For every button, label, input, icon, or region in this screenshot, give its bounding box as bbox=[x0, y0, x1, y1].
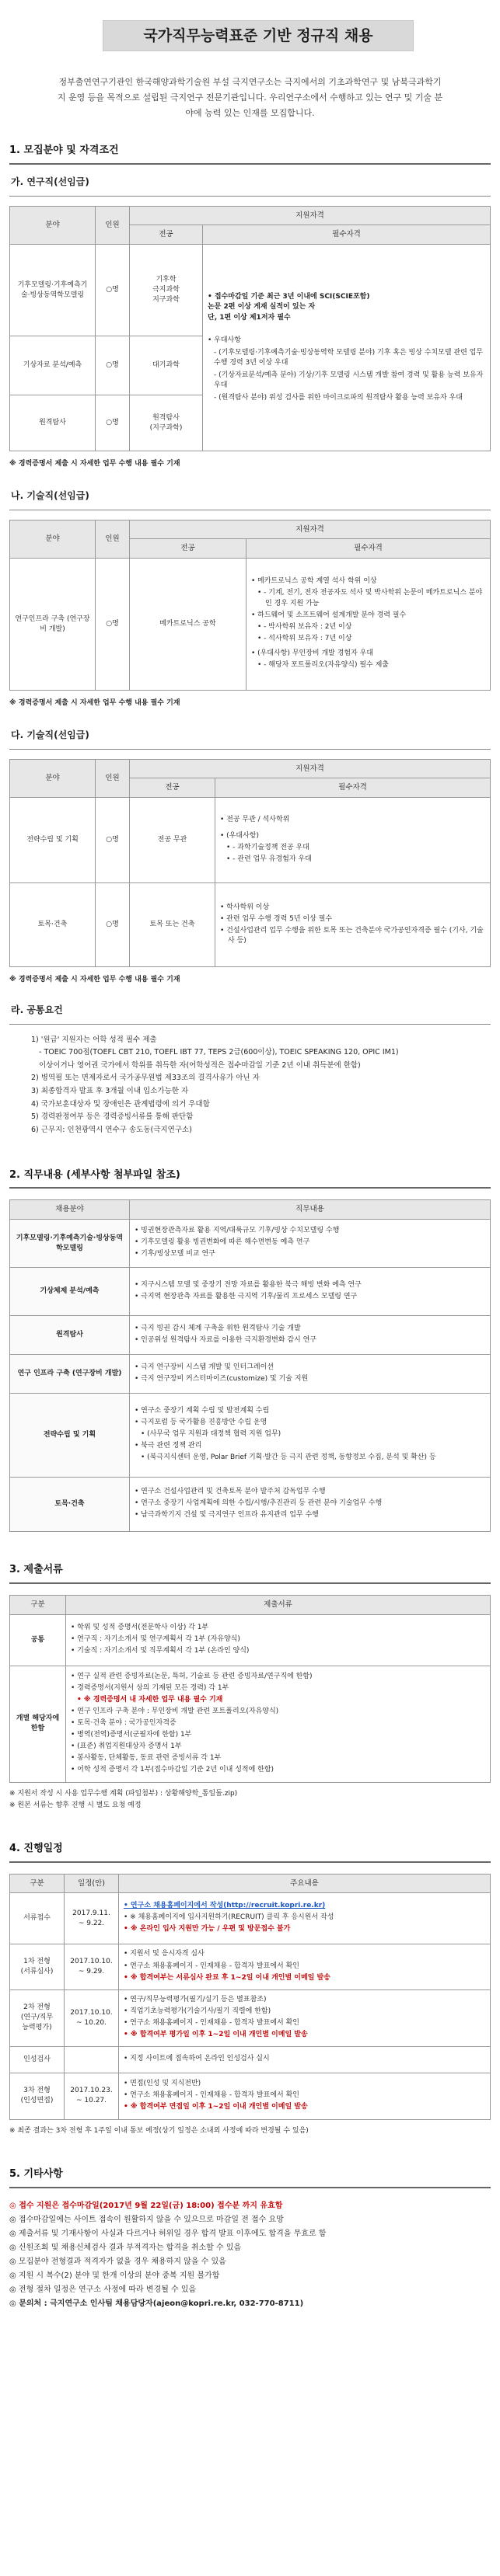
contact-line[interactable]: ◎ 문의처 : 극지연구소 인사팀 채용담당자(ajeon@kopri.re.kr, 032-770-8711) bbox=[9, 2299, 304, 2308]
sub-divider bbox=[9, 1024, 491, 1025]
count-cell: ○명 bbox=[96, 395, 130, 451]
stage-line: • ※ 채용홈페이지에 입사지원하기(RECRUIT) 클릭 후 응시원서 작성 bbox=[124, 1913, 485, 1923]
common-line: 이상이거나 영어권 국가에서 학위를 취득한 자(어학성적은 접수마감일 기준 2년 이내 취득분에 한함) bbox=[39, 1060, 361, 1070]
stage-date: 2017.10.10. ~ 9.29. bbox=[65, 1944, 119, 1989]
req-line: • 하드웨어 및 소프트웨어 설계개발 분야 경력 필수 bbox=[251, 611, 485, 621]
req-line: • 메카트로닉스 공학 계열 석사 학위 이상 bbox=[251, 576, 485, 587]
recruit-site-link[interactable]: • 연구소 채용홈페이지에서 작성(http://recruit.kopri.re.kr) bbox=[124, 1901, 485, 1911]
common-line: 2) 병역필 또는 면제자로서 국가공무원법 제33조의 결격사유가 아닌 자 bbox=[31, 1074, 260, 1083]
pref-line: - (기후모델링·기후예측기술·빙상동역학 모델링 분야) 기후 혹은 빙상 수치모델 관련 업무 수행 경력 3년 이상 우대 bbox=[214, 348, 484, 367]
section-divider bbox=[9, 1582, 491, 1584]
col-count: 인원 bbox=[96, 759, 130, 798]
duty-line: • 빙권현장관측자료 활용 지역/대륙규모 기후/빙상 수치모델링 수행 bbox=[135, 1226, 485, 1236]
intro-text: 정부출연연구기관인 한국해양과학기술원 부설 극지연구소는 극지에서의 기초과학연구 및 남북극과학기지 운영 등을 목적으로 설립된 극지연구 전문기관입니다. 우리연구소에서 수행하고 있는 연구 및 기술 분야에 능력 있는 인재를 모집합니다. bbox=[57, 77, 443, 118]
note: ※ 지원서 작성 시 사용 업무수행 계획 (파일첨부) : 상황해양학_통일돌.zip) bbox=[9, 1789, 238, 1798]
section-divider bbox=[9, 2187, 491, 2188]
stage-name: 인성검사 bbox=[10, 2046, 65, 2073]
stage-line: • 연구소 채용홈페이지 - 인재채용 - 합격자 발표에서 확인 bbox=[124, 2090, 485, 2101]
duty-line: • 기후모델링 활용 빙권변화에 따른 해수면변동 예측 연구 bbox=[135, 1238, 485, 1248]
col-must: 필수자격 bbox=[215, 778, 491, 798]
doc-line: • 학위 및 성적 증명서(전문학사 이상) 각 1부 bbox=[71, 1623, 485, 1633]
duty-desc bbox=[130, 1478, 491, 1532]
notice-line: ◎ 모집분야 전형결과 적격자가 없을 경우 채용하지 않을 수 있음 bbox=[9, 2257, 226, 2266]
note: ※ 원본 서류는 향후 진행 시 별도 요청 예정 bbox=[9, 1801, 142, 1809]
duty-line: • 연구소 중장기 사업계획에 의한 수립/시행/추진관리 등 관련 분야 기술업무 수행 bbox=[135, 1499, 485, 1509]
common-line: 3) 최종합격자 발표 후 3개월 이내 입소가능한 자 bbox=[31, 1087, 189, 1096]
tech-position-table bbox=[9, 520, 491, 691]
req-line: • (우대사항) bbox=[220, 831, 485, 841]
col-qual: 지원자격 bbox=[130, 520, 491, 539]
major-cell: 전공 무관 bbox=[130, 798, 215, 883]
duty-desc bbox=[130, 1220, 491, 1268]
col-qual: 지원자격 bbox=[130, 206, 491, 225]
stage-line: • ※ 합격여부는 서류심사 완료 후 1~2일 이내 개인별 이메일 발송 bbox=[124, 1973, 485, 1983]
col-kind: 구분 bbox=[10, 1874, 65, 1893]
duty-desc bbox=[130, 1268, 491, 1316]
subsection-tech2-heading: 다. 기술직(선임급) bbox=[11, 729, 89, 741]
notice-line: ◎ 지원 시 복수(2) 분야 및 한개 이상의 분야 중복 지원 불가함 bbox=[9, 2271, 220, 2280]
doc-line: • 연구 인프라 구축 분야 : 무인장비 개발 관련 포트폴리오(자유양식) bbox=[71, 1707, 485, 1717]
duty-field: 연구 인프라 구축 (연구장비 개발) bbox=[10, 1355, 130, 1394]
pref-title: • 우대사항 bbox=[208, 336, 241, 344]
notice-line: ◎ 신원조회 및 채용신체검사 결과 부적격자는 합격을 취소할 수 있음 bbox=[9, 2243, 242, 2252]
doc-line: • 어학 성적 증명서 각 1부(접수마감일 기준 2년 이내 성적에 한함) bbox=[71, 1765, 485, 1775]
field-cell: 기후모델링·기후예측기술·빙상동역학모델링 bbox=[10, 245, 96, 336]
duty-field: 토목·건축 bbox=[10, 1478, 130, 1532]
common-line: 4) 국가보훈대상자 및 장애인은 관계법령에 의거 우대함 bbox=[31, 1099, 210, 1109]
notice-line: ◎ 전형 절차 일정은 연구소 사정에 따라 변경될 수 있음 bbox=[9, 2285, 197, 2294]
stage-content bbox=[119, 2046, 491, 2073]
subsection-common-heading: 라. 공통요건 bbox=[11, 1004, 63, 1016]
duty-field: 원격탐사 bbox=[10, 1316, 130, 1355]
req-line: • 전공 무관 / 석사학위 bbox=[220, 815, 485, 825]
req-line: • 학사학위 이상 bbox=[220, 903, 485, 913]
major-cell: 메카트로닉스 공학 bbox=[130, 559, 247, 691]
section-1-heading: 1. 모집분야 및 자격조건 bbox=[9, 144, 119, 157]
doc-list bbox=[66, 1666, 491, 1782]
stage-date: 2017.10.23. ~ 10.27. bbox=[65, 2073, 119, 2119]
stage-line: • 면접(인성 및 지식전반) bbox=[124, 2079, 485, 2089]
col-kind: 구분 bbox=[10, 1595, 66, 1614]
col-field: 분야 bbox=[10, 206, 96, 245]
req-line: 단, 1편 이상 제1저자 필수 bbox=[208, 313, 291, 322]
req-line: • - 박사학위 보유자 : 2년 이상 bbox=[251, 622, 485, 632]
note: ※ 경력증명서 제출 시 자세한 업무 수행 내용 필수 기재 bbox=[9, 460, 180, 468]
duty-line: • 극지역 현장관측 자료를 활용한 극지역 기후/물리 프로세스 모델링 연구 bbox=[135, 1292, 485, 1302]
col-field: 분야 bbox=[10, 759, 96, 798]
section-4-heading: 4. 진행일정 bbox=[9, 1842, 63, 1854]
stage-line: • 직업기초능력평가(기술기사/필기 직렬에 한함) bbox=[124, 2007, 485, 2017]
doc-line: • ※ 경력증명서 내 자세한 업무 내용 필수 기재 bbox=[71, 1695, 485, 1705]
duty-line: • 지구시스템 모델 및 중장기 전망 자료를 활용한 북극 해빙 변화 예측 연구 bbox=[135, 1280, 485, 1290]
requirement-cell bbox=[215, 883, 491, 967]
req-line: • - 관련 업무 유경험자 우대 bbox=[220, 855, 485, 865]
stage-content bbox=[119, 1893, 491, 1944]
sub-divider bbox=[9, 749, 491, 750]
stage-date bbox=[65, 2046, 119, 2073]
count-cell: ○명 bbox=[96, 336, 130, 395]
doc-line: • 경력증명서(지원서 상의 기재된 모든 경력) 각 1부 bbox=[71, 1683, 485, 1694]
stage-name: 2차 전형 (연구/직무 능력평가) bbox=[10, 1989, 65, 2046]
note: ※ 최종 결과는 3차 전형 후 1주일 이내 통보 예정(상기 일정은 소내외 사정에 따라 변경될 수 있음) bbox=[9, 2126, 309, 2135]
field-cell: 전략수립 및 기획 bbox=[10, 798, 96, 883]
field-cell: 연구인프라 구축 (연구장비 개발) bbox=[10, 559, 96, 691]
col-field: 채용분야 bbox=[10, 1200, 130, 1220]
section-divider bbox=[9, 163, 491, 165]
duty-line: • (북극지식센터 운영, Polar Brief 기획·발간 등 극지 관련 정책, 동향정보 수집, 분석 및 확산) 등 bbox=[135, 1453, 485, 1463]
col-count: 인원 bbox=[96, 206, 130, 245]
duty-line: • 북극 관련 정책 관리 bbox=[135, 1441, 485, 1451]
count-cell: ○명 bbox=[96, 245, 130, 336]
duty-line: • 극지 빙권 감시 체계 구축을 위한 원격탐사 기술 개발 bbox=[135, 1324, 485, 1334]
page-title: 국가직무능력표준 기반 정규직 채용 bbox=[103, 20, 414, 51]
col-major: 전공 bbox=[130, 539, 247, 559]
col-qual: 지원자격 bbox=[130, 759, 491, 778]
common-requirements bbox=[31, 1034, 491, 1137]
subsection-research-heading: 가. 연구직(선임급) bbox=[11, 176, 89, 188]
notices-list bbox=[9, 2199, 491, 2311]
stage-content bbox=[119, 1944, 491, 1989]
stage-content bbox=[119, 1989, 491, 2046]
req-line: • - 기계, 전기, 전자 전공자도 석사 및 박사학위 논문이 메카트로닉스 분야인 경우 지원 가능 bbox=[251, 588, 485, 608]
col-docs: 제출서류 bbox=[66, 1595, 491, 1614]
stage-date: 2017.9.11. ~ 9.22. bbox=[65, 1893, 119, 1944]
duty-desc bbox=[130, 1394, 491, 1478]
duty-line: • 연구소 중장기 계획 수립 및 발전계획 수립 bbox=[135, 1406, 485, 1416]
duty-line: • 남극과학기지 건설 및 극지연구 인프라 유지관리 업무 수행 bbox=[135, 1510, 485, 1520]
req-line: • 관련 업무 수행 경력 5년 이상 필수 bbox=[220, 914, 485, 924]
col-must: 필수자격 bbox=[247, 539, 491, 559]
col-must: 필수자격 bbox=[203, 225, 491, 245]
doc-kind: 개별 해당자에 한함 bbox=[10, 1666, 66, 1782]
subsection-tech-heading: 나. 기술직(선임급) bbox=[11, 490, 89, 502]
notice-line: ◎ 접수 지원은 접수마감일(2017년 9월 22일(금) 18:00) 접수분 까지 유효함 bbox=[9, 2201, 283, 2210]
col-count: 인원 bbox=[96, 520, 130, 559]
req-line: • 접수마감일 기준 최근 3년 이내에 SCI(SCIE포함) bbox=[208, 293, 370, 301]
duty-line: • (사무국 업무 지원과 대정책 협력 지원 업무) bbox=[135, 1429, 485, 1439]
common-line: 5) 경력판정여부 등은 경력증빙서류를 통해 판단함 bbox=[31, 1112, 194, 1122]
requirement-cell bbox=[247, 559, 491, 691]
count-cell: ○명 bbox=[96, 559, 130, 691]
section-3-heading: 3. 제출서류 bbox=[9, 1564, 63, 1576]
duty-line: • 연구소 건설사업관리 및 건축토목 분야 발주처 감독업무 수행 bbox=[135, 1487, 485, 1497]
col-major: 전공 bbox=[130, 225, 203, 245]
field-cell: 토목·건축 bbox=[10, 883, 96, 967]
common-line: 6) 근무지: 인천광역시 연수구 송도동(극지연구소) bbox=[31, 1125, 192, 1134]
stage-line: • ※ 합격여부 면접일 이후 1~2일 이내 개인별 이메일 발송 bbox=[124, 2102, 485, 2112]
documents-table bbox=[9, 1595, 491, 1783]
stage-line: • 지정 사이트에 접속하여 온라인 인성검사 실시 bbox=[124, 2054, 485, 2064]
notice-line: ◎ 제출서류 및 기재사항이 사실과 다르거나 허위일 경우 합격 발표 이후에도 합격을 무효로 함 bbox=[9, 2229, 327, 2238]
doc-line: • 토목·건축 분야 : 국가공인자격증 bbox=[71, 1718, 485, 1728]
col-desc: 직무내용 bbox=[130, 1200, 491, 1220]
col-date: 일정(안) bbox=[65, 1874, 119, 1893]
stage-content bbox=[119, 2073, 491, 2119]
duty-line: • 극지포럼 등 국가활용 진흥방안 수립 운영 bbox=[135, 1418, 485, 1428]
section-5-heading: 5. 기타사항 bbox=[9, 2167, 63, 2180]
duty-field: 전략수립 및 기획 bbox=[10, 1394, 130, 1478]
section-2-heading: 2. 직무내용 (세부사항 첨부파일 참조) bbox=[9, 1168, 180, 1181]
duty-table bbox=[9, 1199, 491, 1532]
stage-line: • ※ 온라인 입사 지원만 가능 / 우편 및 방문접수 불가 bbox=[124, 1924, 485, 1934]
stage-name: 1차 전형 (서류심사) bbox=[10, 1944, 65, 1989]
doc-kind: 공통 bbox=[10, 1614, 66, 1666]
major-cell: 토목 또는 건축 bbox=[130, 883, 215, 967]
research-position-table bbox=[9, 206, 491, 452]
note: ※ 경력증명서 제출 시 자세한 업무 수행 내용 필수 기재 bbox=[9, 976, 180, 984]
requirement-cell bbox=[215, 798, 491, 883]
col-field: 분야 bbox=[10, 520, 96, 559]
col-major: 전공 bbox=[130, 778, 215, 798]
doc-line: • 병역(전역)증명서(군필자에 한함) 1부 bbox=[71, 1730, 485, 1740]
field-cell: 기상자료 분석/예측 bbox=[10, 336, 96, 395]
sub-divider bbox=[9, 196, 491, 197]
pref-line: - (기상자료분석/예측 분야) 기상/기후 모델링 시스템 개발 참여 경력 및 활용 능력 보유자 우대 bbox=[214, 371, 484, 389]
note: ※ 경력증명서 제출 시 자세한 업무 수행 내용 필수 기재 bbox=[9, 699, 180, 708]
doc-line: • 기술직 : 자기소개서 및 직무계획서 각 1부 (온라인 양식) bbox=[71, 1646, 485, 1656]
tech2-position-table bbox=[9, 759, 491, 968]
col-content: 주요내용 bbox=[119, 1874, 491, 1893]
duty-line: • 극지 연구장비 시스템 개발 및 인터그레이션 bbox=[135, 1363, 485, 1373]
req-line: • - 석사학위 보유자 : 7년 이상 bbox=[251, 634, 485, 644]
pref-line: - (원격탐사 분야) 위성 검사를 위한 마이크로파의 원격탐사 활용 능력 보유자 우대 bbox=[214, 393, 463, 402]
duty-line: • 극지 연구장비 커스터마이즈(customize) 및 기술 지원 bbox=[135, 1374, 485, 1384]
count-cell: ○명 bbox=[96, 798, 130, 883]
stage-line: • 연구소 채용홈페이지 - 인재채용 - 합격자 발표에서 확인 bbox=[124, 1962, 485, 1972]
count-cell: ○명 bbox=[96, 883, 130, 967]
stage-line: • 연구/직무능력평가(필기/실기 등은 별표참조) bbox=[124, 1995, 485, 2005]
common-line: 1) '원급' 지원자는 어학 성적 필수 제출 bbox=[31, 1035, 157, 1044]
stage-date: 2017.10.10. ~ 10.20. bbox=[65, 1989, 119, 2046]
major-cell: 원격탐사 (지구과학) bbox=[130, 395, 203, 451]
stage-line: • 연구소 채용홈페이지 - 인재채용 - 합격자 발표에서 확인 bbox=[124, 2018, 485, 2028]
doc-line: • 연구 실적 관련 증빙자료(논문, 특허, 기술료 등 관련 증빙자료/연구직에 한함) bbox=[71, 1672, 485, 1682]
doc-list bbox=[66, 1614, 491, 1666]
common-line: - TOEIC 700점(TOEFL CBT 210, TOEFL IBT 77, TEPS 2급(600이상), TOEIC SPEAKING 120, OPIC IM1) bbox=[39, 1048, 399, 1057]
req-line: • - 해당자 포트폴리오(자유양식) 필수 제출 bbox=[251, 660, 485, 670]
req-line: 논문 2편 이상 게재 실적이 있는 자 bbox=[208, 303, 316, 312]
duty-line: • 인공위성 원격탐사 자료를 이용한 극지환경변화 감시 연구 bbox=[135, 1335, 485, 1345]
duty-field: 기상체제 분석/예측 bbox=[10, 1268, 130, 1316]
major-cell: 기후학 극지과학 지구과학 bbox=[130, 245, 203, 336]
duty-line: • 기후/빙상모델 비교 연구 bbox=[135, 1249, 485, 1259]
doc-line: • (표준) 취업지원대상자 증명서 1부 bbox=[71, 1742, 485, 1752]
stage-name: 서류접수 bbox=[10, 1893, 65, 1944]
stage-name: 3차 전형 (인성면접) bbox=[10, 2073, 65, 2119]
duty-desc bbox=[130, 1316, 491, 1355]
doc-line: • 연구직 : 자기소개서 및 연구계획서 각 1부 (자유양식) bbox=[71, 1634, 485, 1645]
stage-line: • ※ 합격여부 평가일 이후 1~2일 이내 개인별 이메일 발송 bbox=[124, 2030, 485, 2040]
req-line: • - 과학기술정책 전공 우대 bbox=[220, 843, 485, 853]
doc-line: • 봉사활동, 단체활동, 동료 관련 증빙서류 각 1부 bbox=[71, 1753, 485, 1763]
section-divider bbox=[9, 1861, 491, 1863]
requirement-cell bbox=[203, 245, 491, 451]
req-line: • 건설사업관리 업무 수행을 위한 토목 또는 건축분야 국가공인자격증 필수 (기사, 기술사 등) bbox=[220, 926, 485, 946]
duty-desc bbox=[130, 1355, 491, 1394]
duty-field: 기후모델링·기후예측기술·빙상동역학모델링 bbox=[10, 1220, 130, 1268]
schedule-table bbox=[9, 1874, 491, 2120]
field-cell: 원격탐사 bbox=[10, 395, 96, 451]
notice-line: ◎ 접수마감일에는 사이트 접속이 원활하지 않을 수 있으므로 마감일 전 접수 요망 bbox=[9, 2215, 284, 2224]
req-line: • (우대사항) 무인장비 개발 경험자 우대 bbox=[251, 649, 485, 659]
section-divider bbox=[9, 1187, 491, 1189]
stage-line: • 지원서 및 응시자격 심사 bbox=[124, 1949, 485, 1959]
major-cell: 대기과학 bbox=[130, 336, 203, 395]
